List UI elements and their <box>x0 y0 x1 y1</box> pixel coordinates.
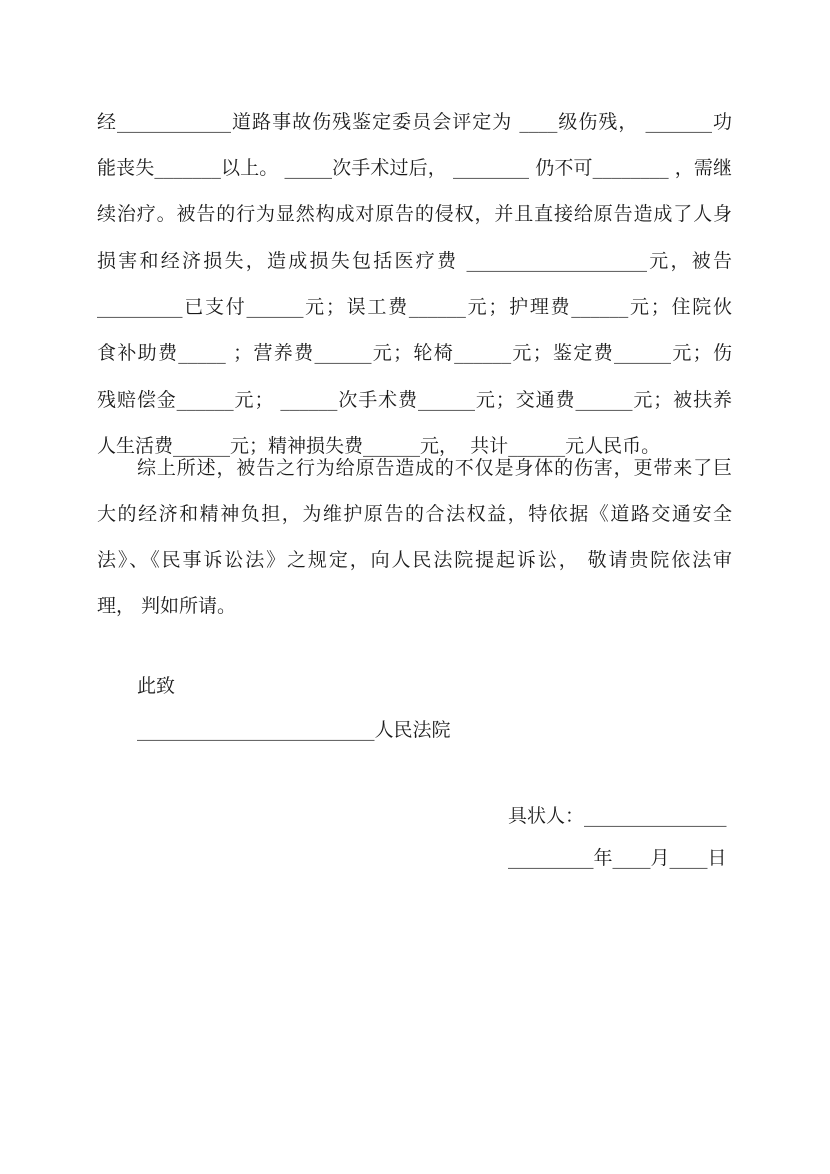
paragraph1-line: 食补助费_____ ；营养费______元；轮椅______元；鉴定费______元；伤 <box>97 342 732 364</box>
paragraph2-line: 综上所述，被告之行为给原告造成的不仅是身体的伤害，更带来了巨 <box>137 457 732 479</box>
paragraph1-line: 损害和经济损失，造成损失包括医疗费 ___________________元，被告 <box>97 250 732 272</box>
paragraph2-line: 大的经济和精神负担，为维护原告的合法权益，特依据《道路交通安全 <box>97 503 732 525</box>
paragraph2-line: 法》、《民事诉讼法》之规定，向人民法院提起诉讼， 敬请贵院依法审 <box>97 549 732 571</box>
paragraph2-line: 理， 判如所请。 <box>97 595 237 617</box>
paragraph1-line: 续治疗。被告的行为显然构成对原告的侵权，并且直接给原告造成了人身 <box>97 203 732 225</box>
plaintiff-signature-line: 具状人：_______________ <box>508 805 727 827</box>
date-line: _________年____月____日 <box>508 847 727 869</box>
paragraph1-line: 能丧失_______以上。 _____次手术过后， ________ 仍不可________ ，需继 <box>97 157 732 179</box>
paragraph1-line: 人生活费______元；精神损失费______元， 共计______元人民币。 <box>97 435 661 457</box>
paragraph1-line: 残赔偿金______元； ______次手术费______元；交通费______元；被扶养 <box>97 389 732 411</box>
salutation: 此致 <box>137 675 176 697</box>
paragraph1-line: 经____________道路事故伤残鉴定委员会评定为 ____级伤残， _______功 <box>97 111 732 133</box>
paragraph1-line: _________已支付______元；误工费______元；护理费______元；住院伙 <box>97 296 732 318</box>
court-line: _________________________人民法院 <box>137 719 451 741</box>
